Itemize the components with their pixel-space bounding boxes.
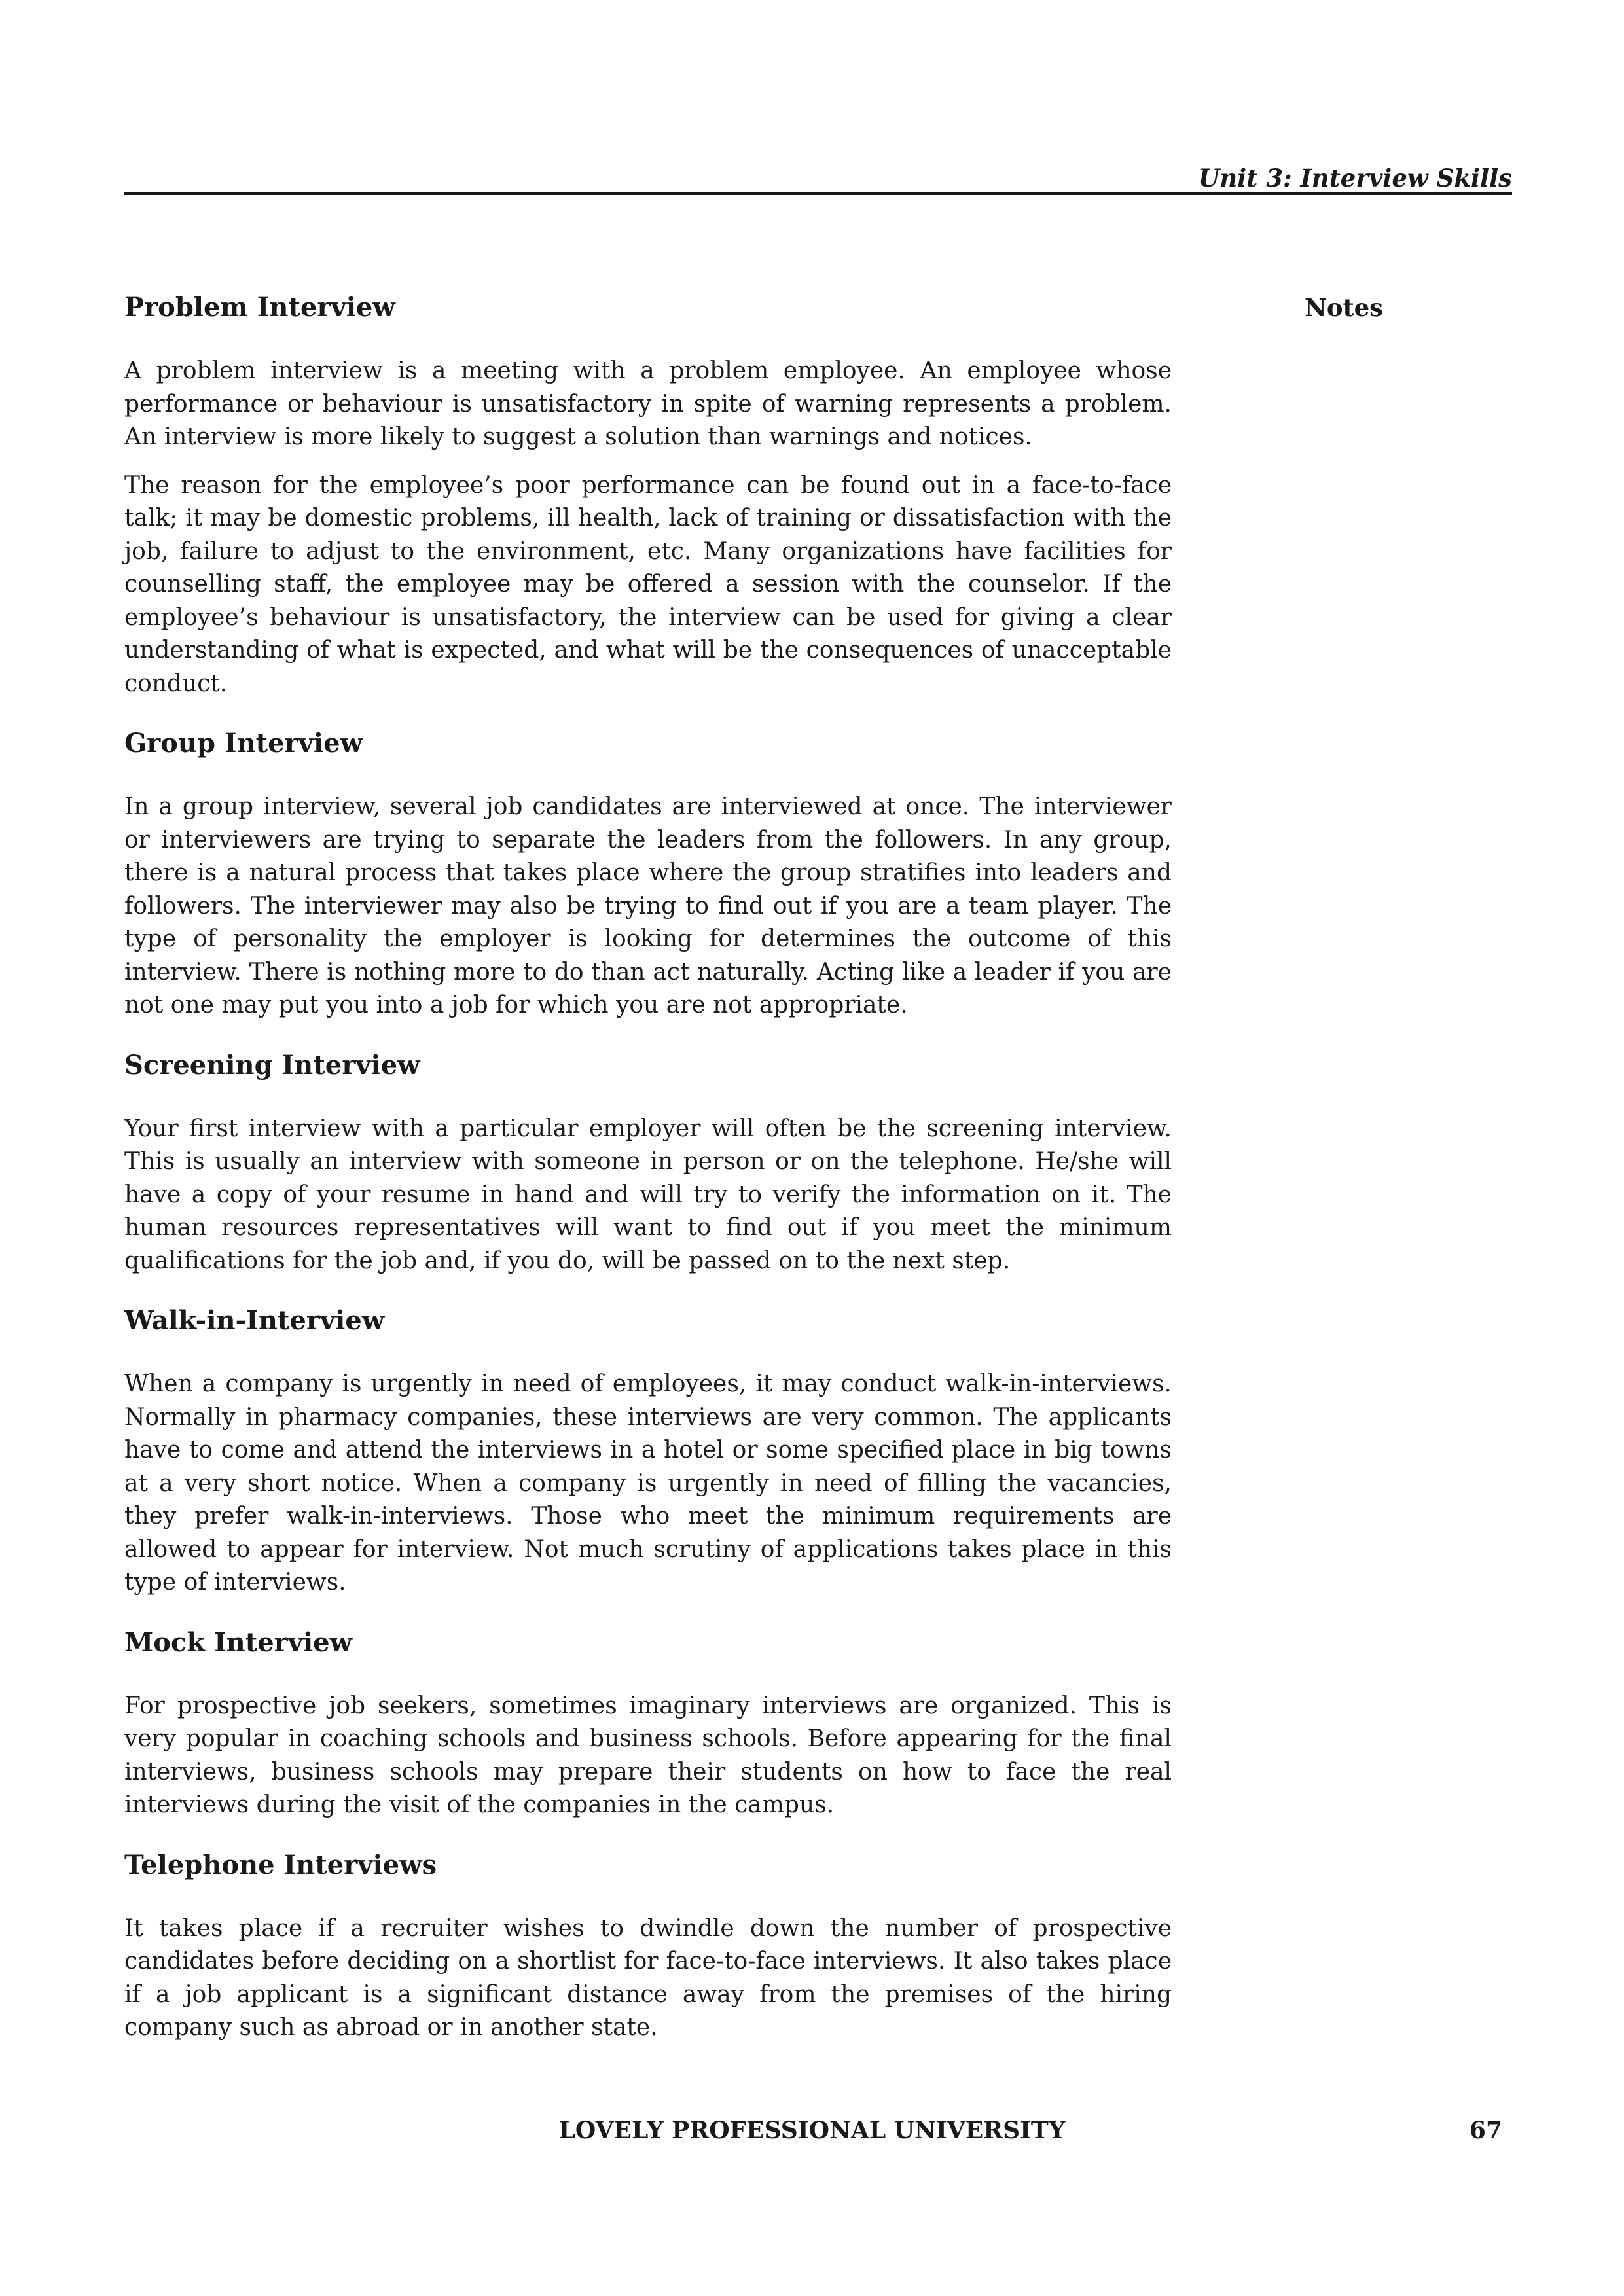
paragraph: In a group interview, several job candidates are interviewed at once. The interviewer or interviewers are trying to separate the leaders from the followers. In any group, there is a natural process that takes place where the group stratifies into leaders and followers. The interviewer may also be trying to find out if you are a team player. The type of personality the employer is looking for determines the outcome of this interview. There is nothing more to do than act naturally. Acting like a leader if you are not one may put you into a job for which you are not appropriate.	[124, 793, 1172, 1018]
paragraph: Your first interview with a particular employer will often be the screening interview. This is usually an interview with someone in person or on the telephone. He/she will have a copy of your resume in hand and will try to verify the information on it. The human resources representatives will want to find out if you meet the minimum qualifications for the job and, if you do, will be passed on to the next step.	[124, 1115, 1172, 1274]
paragraph: It takes place if a recruiter wishes to dwindle down the number of prospective candidates before deciding on a shortlist for face-to-face interviews. It also takes place if a job applicant is a significant distance away from the premises of the hiring company such as abroad or in another state.	[124, 1914, 1172, 2041]
page-header	[124, 164, 1512, 195]
section-group-interview	[124, 724, 1172, 1022]
section-telephone-interviews	[124, 1846, 1172, 2045]
main-content	[124, 288, 1172, 2060]
paragraph: The reason for the employee’s poor performance can be found out in a face-to-face talk; it may be domestic problems, ill health, lack of training or dissatisfaction with the job, failure to adjust to the environment, etc. Many organizations have facilities for counselling staff, the employee may be offered a session with the counselor. If the employee’s behaviour is unsatisfactory, the interview can be used for giving a clear understanding of what is expected, and what will be the consequences of unacceptable conduct.	[124, 471, 1172, 697]
paragraph: A problem interview is a meeting with a problem employee. An employee whose performance or behaviour is unsatisfactory in spite of warning represents a problem. An interview is more likely to suggest a solution than warnings and notices.	[124, 357, 1172, 450]
unit-title: Unit 3: Interview Skills	[1199, 164, 1512, 192]
paragraph: For prospective job seekers, sometimes imaginary interviews are organized. This is very popular in coaching schools and business schools. Before appearing for the final interviews, business schools may prepare their students on how to face the real interviews during the visit of the companies in the campus.	[124, 1692, 1172, 1818]
paragraph: When a company is urgently in need of employees, it may conduct walk-in-interviews. Normally in pharmacy companies, these interviews are very common. The applicants have to come and attend the interviews in a hotel or some specified place in big towns at a very short notice. When a company is urgently in need of filling the vacancies, they prefer walk-in-interviews. Those who meet the minimum requirements are allowed to appear for interview. Not much scrutiny of applications takes place in this type of interviews.	[124, 1371, 1172, 1596]
page-number: 67	[1469, 2117, 1502, 2144]
section-heading: Walk-in-Interview	[124, 1305, 385, 1336]
section-heading: Mock Interview	[124, 1626, 353, 1658]
section-heading: Telephone Interviews	[124, 1849, 437, 1880]
section-walk-in-interview	[124, 1301, 1172, 1600]
notes-label: Notes	[1305, 293, 1383, 322]
section-heading: Screening Interview	[124, 1049, 420, 1081]
section-heading: Problem Interview	[124, 292, 395, 323]
header-rule	[124, 192, 1512, 195]
section-screening-interview	[124, 1046, 1172, 1278]
footer-university: LOVELY PROFESSIONAL UNIVERSITY	[558, 2117, 1066, 2144]
section-heading: Group Interview	[124, 728, 363, 759]
section-mock-interview	[124, 1623, 1172, 1822]
section-problem-interview	[124, 288, 1172, 700]
